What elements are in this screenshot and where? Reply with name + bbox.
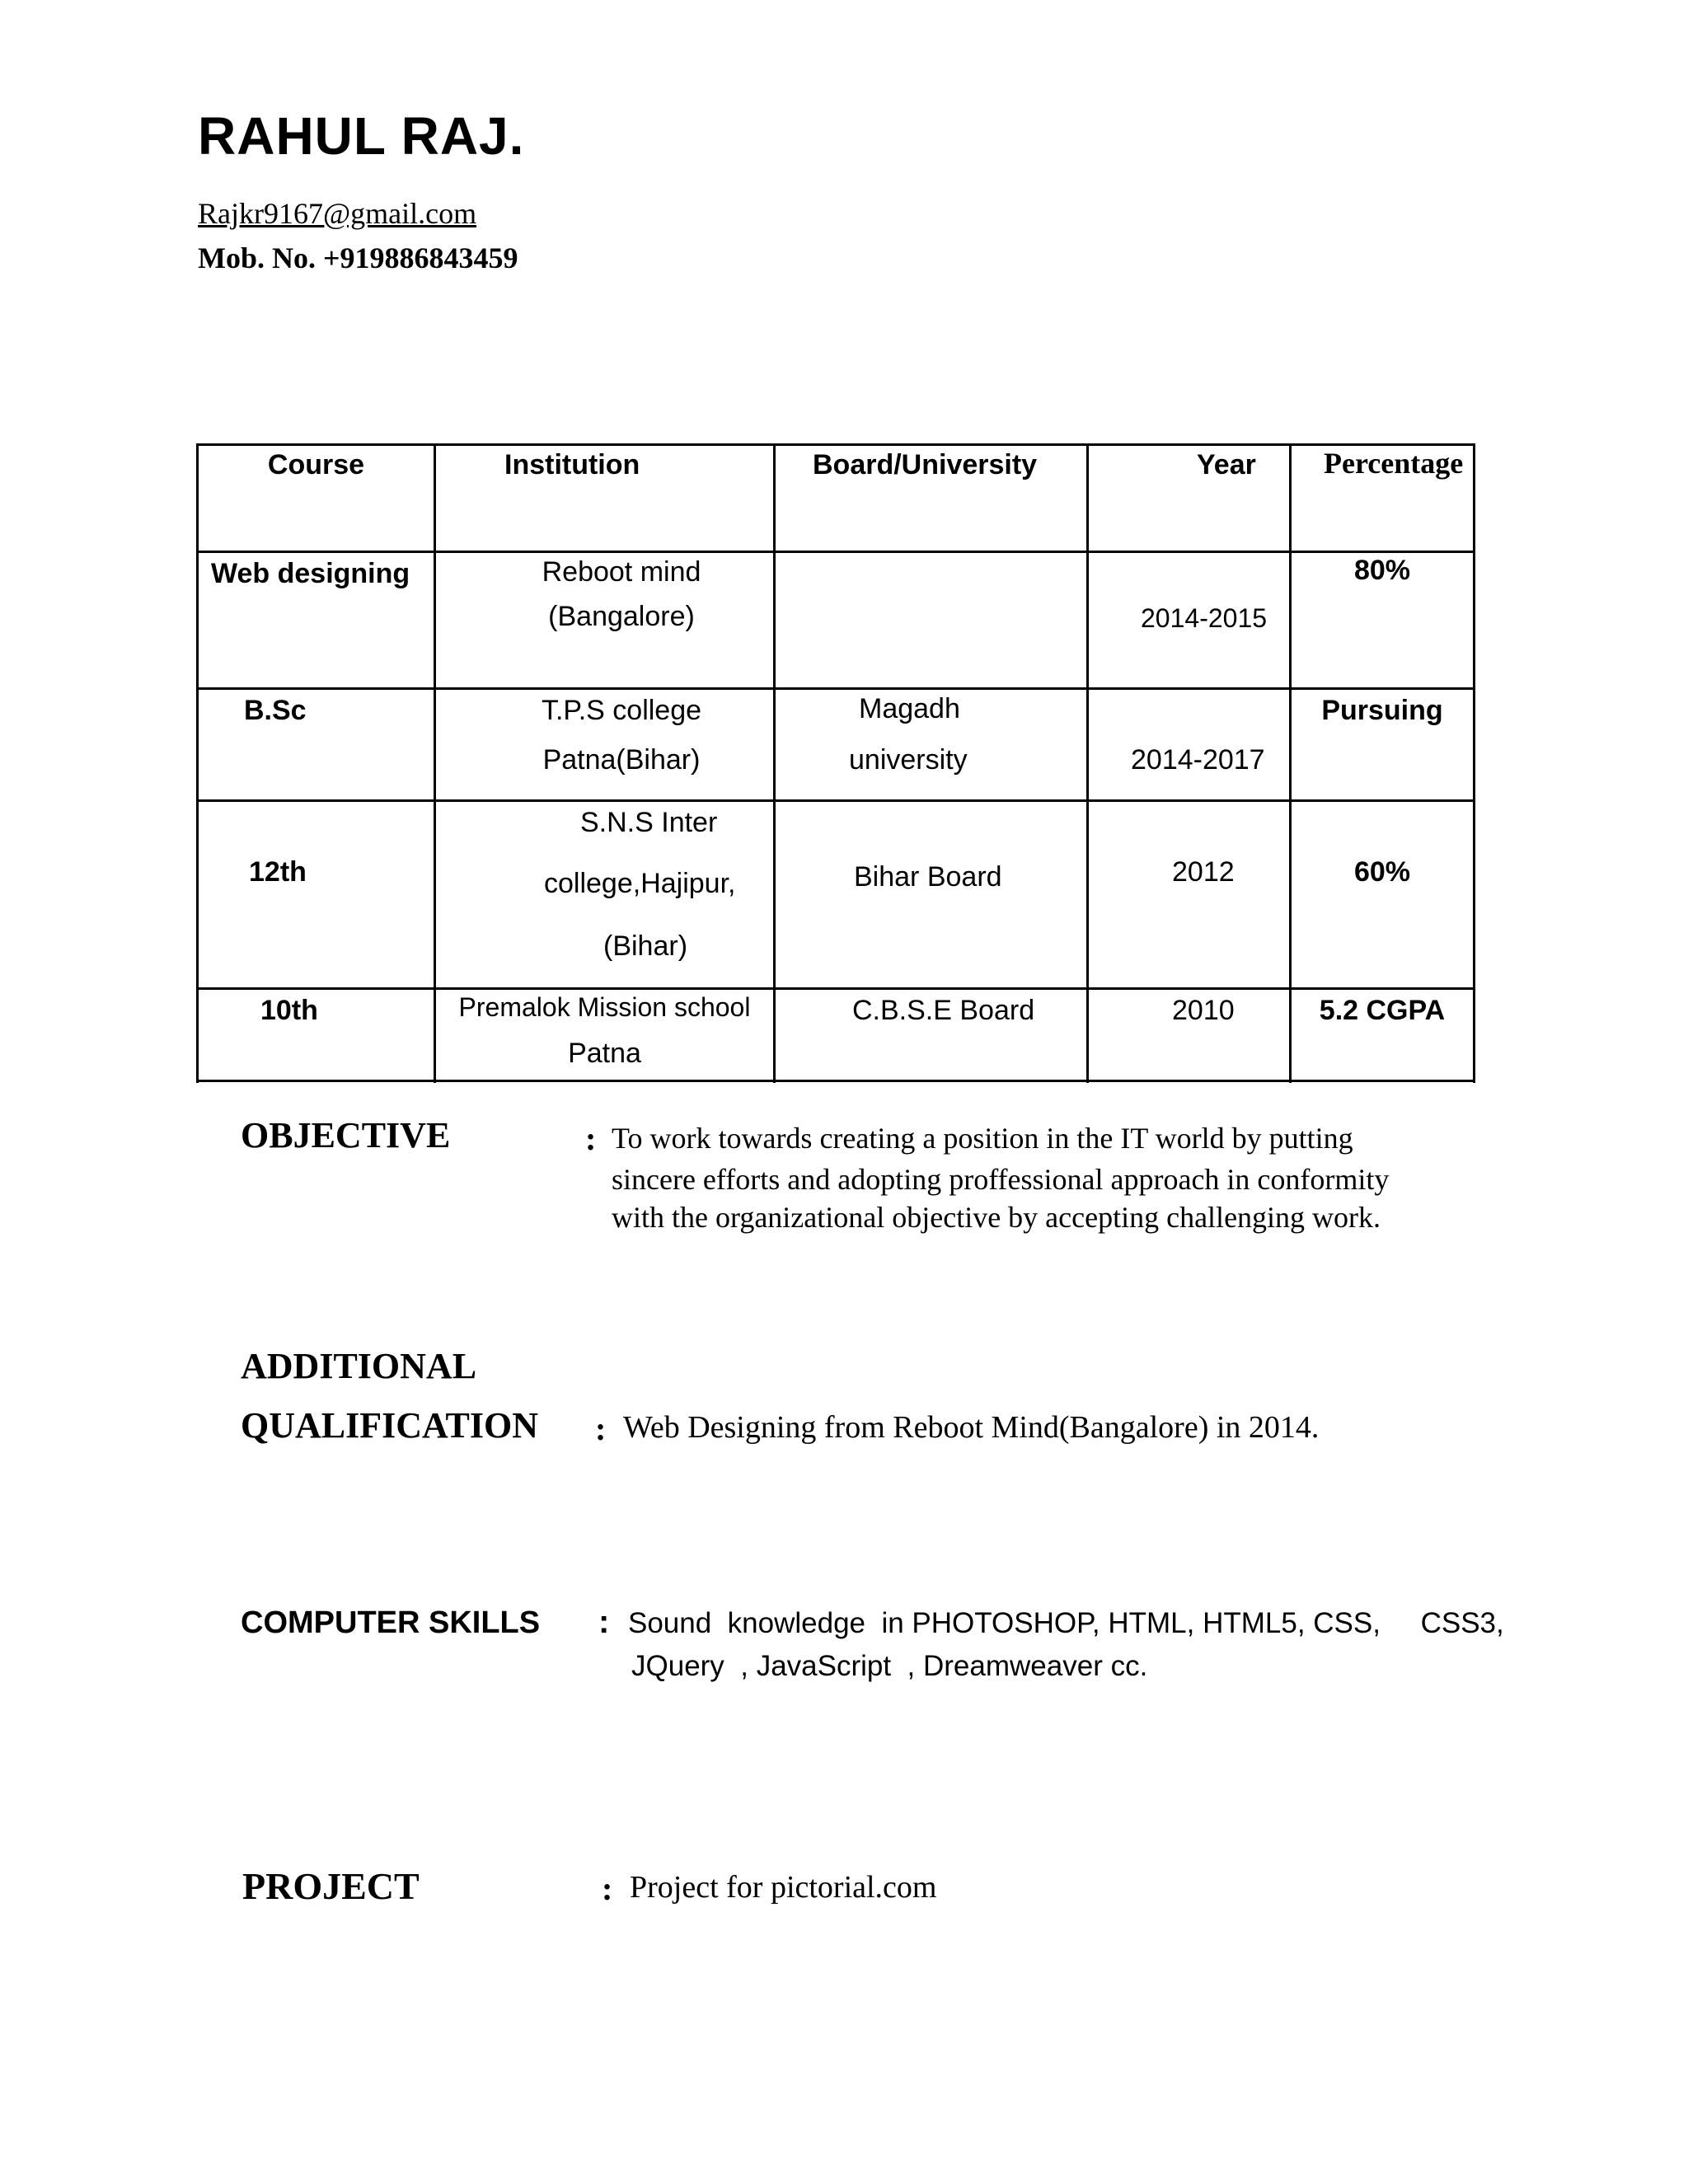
institution-cell-line: (Bihar) xyxy=(603,930,688,962)
table-col-divider xyxy=(1086,443,1089,1083)
project-label: PROJECT xyxy=(242,1865,420,1907)
institution-cell-line: Patna xyxy=(568,1038,641,1069)
table-border-left xyxy=(196,443,199,1083)
additional-colon: : xyxy=(595,1410,607,1447)
percentage-cell: Pursuing xyxy=(1321,695,1443,726)
course-cell: 10th xyxy=(260,995,318,1026)
column-header-course: Course xyxy=(267,449,365,480)
institution-cell-line: college,Hajipur, xyxy=(544,868,736,899)
board-cell-line: Bihar Board xyxy=(854,861,1002,893)
percentage-cell: 60% xyxy=(1353,856,1411,888)
skills-label: COMPUTER SKILLS xyxy=(241,1605,541,1640)
course-cell: 12th xyxy=(249,856,307,888)
table-border-bottom xyxy=(196,1080,1475,1082)
course-cell: Web designing xyxy=(211,558,410,589)
year-cell: 2014-2015 xyxy=(1141,603,1268,633)
skills-text-line: JQuery , JavaScript , Dreamweaver cc. xyxy=(631,1650,1148,1682)
course-cell: B.Sc xyxy=(244,695,307,726)
table-border-right xyxy=(1473,443,1475,1083)
board-cell-line: Magadh xyxy=(859,693,960,724)
mobile-number: Mob. No. +919886843459 xyxy=(198,241,518,274)
institution-cell-line: S.N.S Inter xyxy=(580,807,718,838)
project-text: Project for pictorial.com xyxy=(630,1870,937,1905)
objective-text-line: sincere efforts and adopting proffessional approach in conformity xyxy=(612,1163,1390,1196)
column-header-year: Year xyxy=(1197,449,1256,480)
objective-label: OBJECTIVE xyxy=(241,1115,451,1155)
additional-label-line: ADDITIONAL xyxy=(241,1346,477,1386)
table-row-divider xyxy=(196,687,1475,690)
board-cell-line: university xyxy=(849,744,968,776)
email-link[interactable]: Rajkr9167@gmail.com xyxy=(198,197,477,230)
institution-cell-line: Premalok Mission school xyxy=(458,992,751,1022)
board-cell-line: C.B.S.E Board xyxy=(852,995,1035,1026)
table-row-divider xyxy=(196,799,1475,802)
column-header-institution: Institution xyxy=(504,449,640,480)
additional-text: Web Designing from Reboot Mind(Bangalore) in 2014. xyxy=(623,1410,1320,1445)
percentage-cell: 80% xyxy=(1353,555,1411,586)
candidate-name: RAHUL RAJ. xyxy=(198,106,525,166)
institution-cell-line: T.P.S college xyxy=(541,695,702,726)
institution-cell-line: Patna(Bihar) xyxy=(542,744,701,776)
year-cell: 2010 xyxy=(1172,995,1235,1026)
objective-text-line: To work towards creating a position in the IT world by putting xyxy=(612,1122,1353,1155)
project-colon: : xyxy=(602,1870,613,1907)
table-row-divider xyxy=(196,987,1475,990)
year-cell: 2014-2017 xyxy=(1131,744,1265,776)
column-header-percentage: Percentage xyxy=(1324,447,1464,480)
skills-colon: : xyxy=(598,1604,610,1640)
objective-text-line: with the organizational objective by accepting challenging work. xyxy=(612,1201,1381,1234)
column-header-board: Board/University xyxy=(813,449,1038,480)
year-cell: 2012 xyxy=(1172,856,1235,888)
institution-cell-line: (Bangalore) xyxy=(548,601,695,632)
percentage-cell: 5.2 CGPA xyxy=(1319,995,1446,1026)
skills-text-line: Sound knowledge in PHOTOSHOP, HTML, HTML5, CSS, CSS3, xyxy=(628,1607,1504,1639)
institution-cell-line: Reboot mind xyxy=(542,556,701,588)
objective-colon: : xyxy=(585,1120,597,1157)
qualification-label-line: QUALIFICATION xyxy=(241,1405,539,1446)
